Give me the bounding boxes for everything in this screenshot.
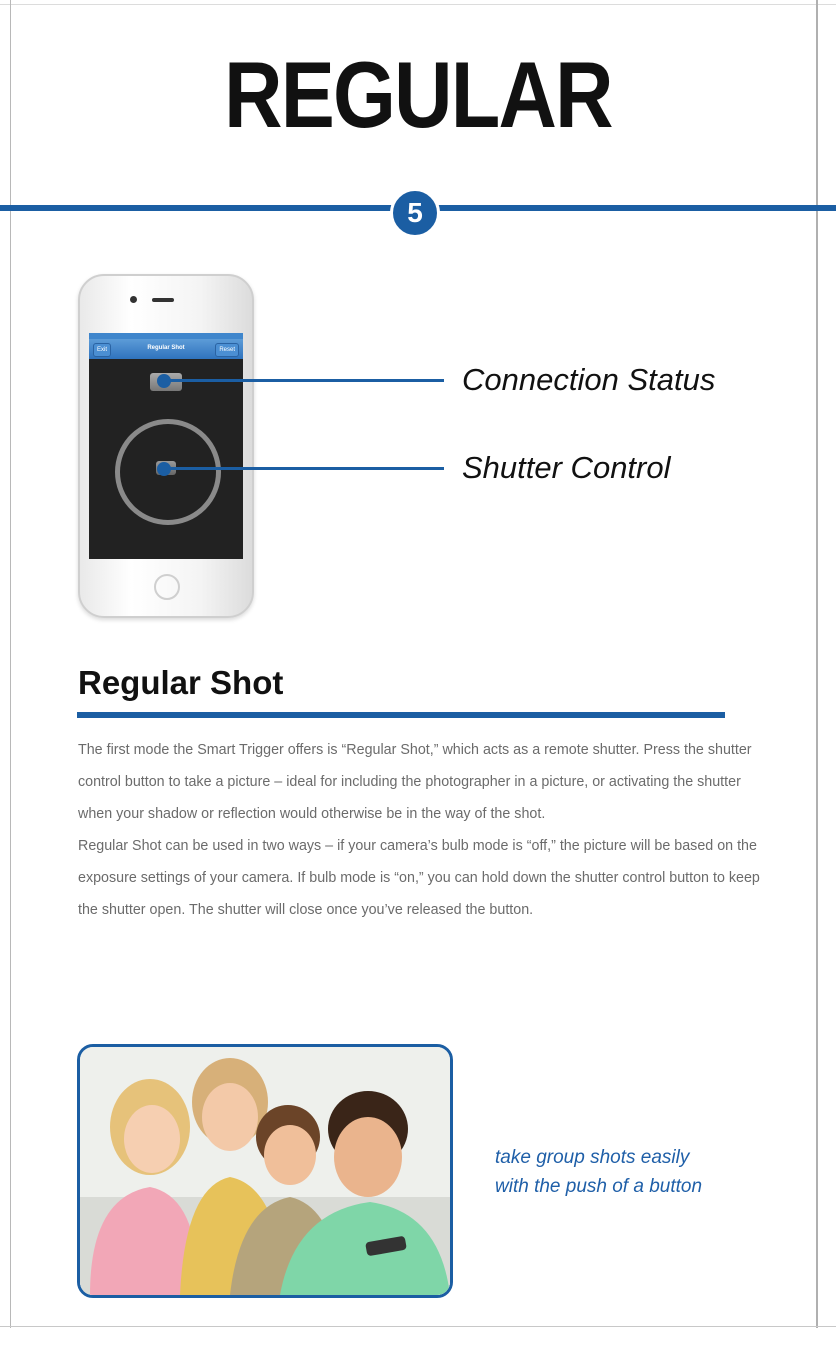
- family-photo-illustration: [80, 1047, 450, 1295]
- phone-screen: [89, 333, 243, 559]
- shutter-control-label: Shutter Control: [462, 450, 671, 485]
- page-title: REGULAR: [224, 42, 612, 147]
- section-body: [78, 734, 778, 926]
- step-number-badge: 5: [390, 188, 440, 238]
- caption-line-2: with the push of a button: [495, 1176, 703, 1197]
- phone-camera: [130, 296, 137, 303]
- phone-illustration: [78, 274, 254, 618]
- phone-status-bar: [89, 333, 243, 339]
- phone-speaker: [152, 298, 174, 302]
- page-right-border: [816, 0, 818, 1328]
- page-top-border: [0, 4, 836, 5]
- photo-caption: [495, 1143, 702, 1201]
- page-left-border: [10, 0, 11, 1328]
- section-divider: [77, 712, 725, 718]
- app-reset-button: Reset: [215, 343, 239, 357]
- body-paragraph: The first mode the Smart Trigger offers is “Regular Shot,” which acts as a remote shutter. Press the shutter control button to take a picture – ideal for including the photographer in a picture, or activating the shutter when your shadow or reflection would otherwise be in the way of the shot.: [78, 742, 752, 822]
- body-paragraph: Regular Shot can be used in two ways – if your camera’s bulb mode is “off,” the picture will be based on the exposure settings of your camera. If bulb mode is “on,” you can hold down the shutter control button to keep the shutter open. The shutter will close once you’ve released the button.: [78, 838, 760, 918]
- family-photo: [77, 1044, 453, 1298]
- app-nav-title: Regular Shot: [147, 345, 185, 351]
- app-exit-button: Exit: [93, 343, 111, 357]
- section-heading: Regular Shot: [78, 664, 284, 701]
- connection-status-leader-line: [164, 379, 444, 382]
- phone-home-button: [154, 574, 180, 600]
- shutter-control-leader-line: [164, 467, 444, 470]
- page-bottom-border: [0, 1326, 836, 1327]
- caption-line-1: take group shots easily: [495, 1147, 690, 1168]
- connection-status-label: Connection Status: [462, 362, 716, 397]
